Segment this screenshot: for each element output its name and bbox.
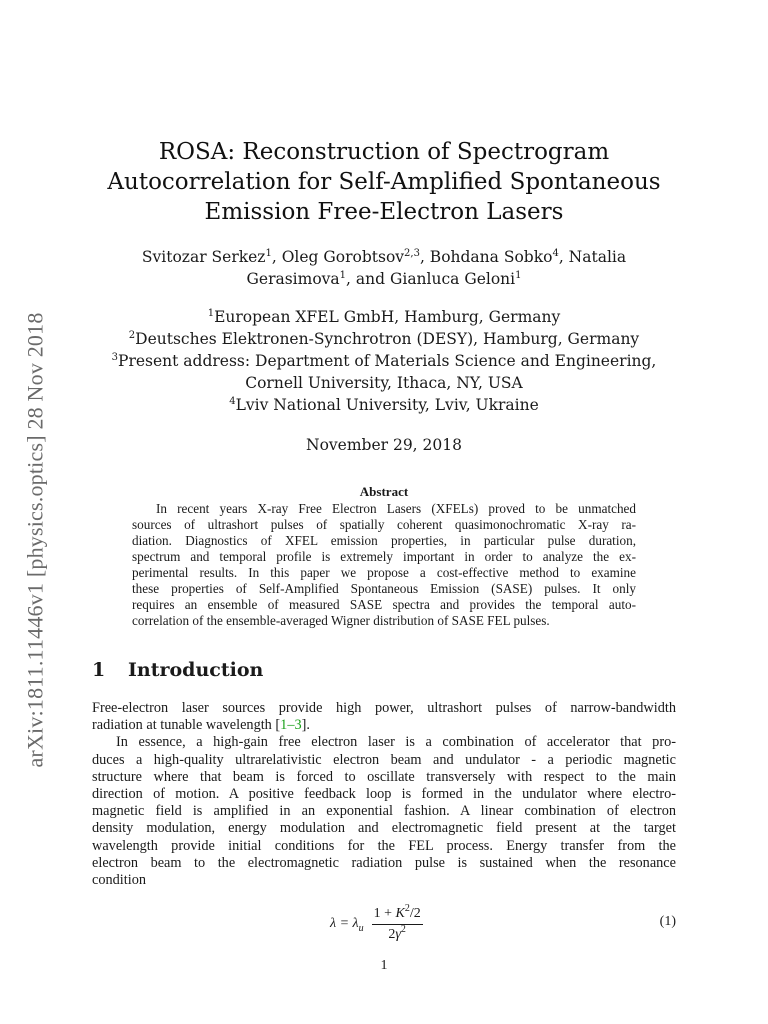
paper-title (92, 137, 676, 227)
body-line: condition (92, 872, 147, 889)
author-affil-mark: 1 (265, 248, 272, 259)
author-name: , Natalia (558, 248, 627, 266)
eq-den-pre: 2 (388, 927, 396, 942)
section-heading (92, 659, 676, 681)
affiliation (92, 394, 676, 416)
abstract-line: these properties of Self-Amplified Spontaneous Emission (SASE) pulses. It only (132, 581, 636, 596)
affil-text: Deutsches Elektronen-Synchrotron (DESY), Hamburg, Germany (135, 330, 640, 348)
arxiv-sidebar-stamp (22, 290, 50, 790)
abstract-line: requires an ensemble of measured SASE spectra and provides the temporal auto- (132, 597, 636, 612)
eq-den-sup: 2 (400, 924, 406, 935)
title-line: Emission Free-Electron Lasers (204, 199, 564, 225)
abstract-line: spectrum and temporal profile is extremely important in order to analyze the ex- (132, 549, 636, 564)
equation-denominator (388, 925, 406, 943)
abstract-line: perimental results. In this paper we propose a cost-effective method to examine (132, 565, 636, 580)
body-line: direction of motion. A positive feedback loop is formed in the undulator where electro- (92, 786, 676, 803)
affil-mark: 2 (128, 330, 136, 341)
affiliation-list (92, 306, 676, 416)
author-line (92, 268, 676, 290)
eq-den-gamma: γ (395, 927, 401, 942)
body-line: structure where that beam is forced to oscillate transversely with respect to the main (92, 768, 676, 785)
author-name: , Bohdana Sobko (419, 248, 553, 266)
body-line: wavelength provide initial conditions for the FEL process. Energy transfer from the (92, 837, 676, 854)
citation-link[interactable]: 1 (280, 717, 288, 734)
author-name: , Oleg Gorobtsov (271, 248, 405, 266)
eq-num-pre: 1 + (373, 906, 396, 921)
body-line: density modulation, energy modulation and electromagnetic field present at the target (92, 820, 676, 837)
author-name: , and Gianluca Geloni (346, 270, 516, 288)
eq-num-post: /2 (409, 906, 421, 921)
title-line: Autocorrelation for Self-Amplified Spontaneous (107, 169, 661, 195)
abstract-heading: Abstract (359, 484, 409, 499)
eq-num-sup: 2 (404, 903, 410, 914)
abstract-line: diation. Diagnostics of XFEL emission properties, in particular pulse duration, (132, 533, 636, 548)
citation-dash: – (287, 717, 295, 734)
affil-text: Lviv National University, Lviv, Ukraine (235, 396, 539, 414)
equation-expression (330, 903, 423, 943)
section-title: Introduction (128, 659, 264, 681)
arxiv-identifier: arXiv:1811.11446v1 [physics.optics] 28 Nov 2018 (23, 312, 48, 768)
author-affil-mark: 1 (339, 270, 347, 281)
citation-link[interactable]: 3 (294, 717, 302, 734)
abstract-line: correlation of the ensemble-averaged Wigner distribution of SASE FEL pulses. (132, 613, 550, 628)
page-number: 1 (380, 958, 388, 973)
affil-text: European XFEL GmbH, Hamburg, Germany (214, 308, 561, 326)
equation-lhs-text: λ = λ (330, 915, 359, 931)
title-line: ROSA: Reconstruction of Spectrogram (158, 139, 610, 165)
body-line: In essence, a high-gain free electron laser is a combination of accelerator that pro- (116, 734, 676, 751)
affiliation (92, 328, 676, 350)
equation-lhs (330, 916, 364, 934)
body-line: magnetic field is amplified in an exponential fashion. A linear combination of electron (92, 803, 676, 820)
body-text-span: ]. (301, 717, 310, 734)
affiliation (92, 306, 676, 328)
affiliation (92, 372, 676, 394)
body-text-span: radiation at tunable wavelength [ (92, 717, 281, 734)
author-line (92, 246, 676, 268)
affil-text: Present address: Department of Materials Science and Engineering, (118, 352, 657, 370)
author-affil-mark: 4 (552, 248, 559, 259)
abstract-line: In recent years X-ray Free Electron Lasers (XFELs) proved to be unmatched (156, 501, 636, 516)
equation-subscript: u (358, 922, 364, 934)
equation-number: (1) (659, 914, 676, 929)
eq-num-k: K (395, 906, 405, 921)
body-text (92, 700, 676, 889)
author-name: Svitozar Serkez (141, 248, 266, 266)
body-line: duces a high-quality ultrarelativistic electron beam and undulator - a periodic magnetic (92, 751, 676, 768)
affil-text: Cornell University, Ithaca, NY, USA (245, 374, 523, 392)
body-line: Free-electron laser sources provide high power, ultrashort pulses of narrow-bandwidth (92, 700, 676, 716)
author-list (92, 246, 676, 290)
equation-1 (92, 900, 676, 950)
affiliation (92, 350, 676, 372)
section-number: 1 (92, 659, 106, 681)
abstract-line: sources of ultrashort pulses of spatially coherent quasimonochromatic X-ray ra- (132, 517, 636, 532)
equation-fraction (372, 903, 423, 943)
affil-mark: 4 (229, 396, 236, 407)
author-affil-mark: 2,3 (404, 248, 420, 259)
author-affil-mark: 1 (515, 270, 522, 281)
equation-numerator (372, 903, 423, 925)
author-name: Gerasimova (246, 270, 340, 288)
affil-mark: 3 (111, 352, 119, 363)
affil-mark: 1 (207, 308, 215, 319)
abstract-body (132, 501, 636, 629)
publication-date: November 29, 2018 (306, 436, 462, 454)
body-line (92, 717, 676, 734)
body-line: electron beam to the electromagnetic radiation pulse is sustained when the resonance (92, 854, 676, 871)
